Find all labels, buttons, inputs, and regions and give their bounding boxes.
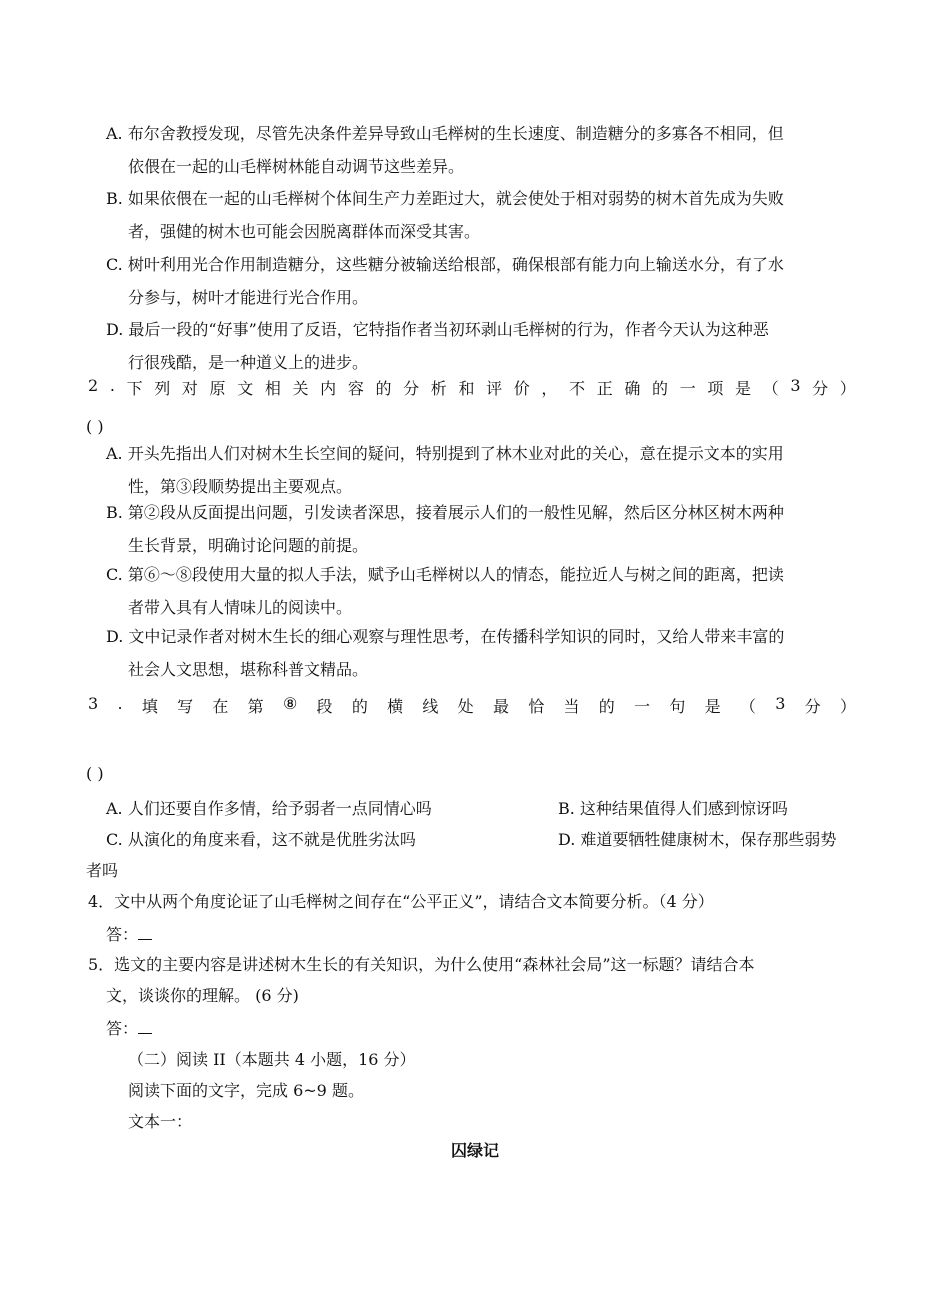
q2-stem-char: 是	[735, 379, 752, 398]
q3-stem-char: 恰	[528, 697, 545, 716]
q2-stem	[88, 376, 856, 399]
q2-option-a	[106, 437, 866, 503]
q3-stem-char: 填	[141, 697, 158, 716]
q1-option-b-line1: B. 如果依偎在一起的山毛榉树个体间生产力差距过大，就会使处于相对弱势的树木首先成为失败	[106, 189, 784, 208]
q2-stem-char: 的	[652, 379, 669, 398]
section-heading: （二）阅读 II（本题共 4 小题，16 分）	[128, 1050, 416, 1069]
q2-stem-char: 不	[569, 379, 586, 398]
q3-stem-char: 段	[316, 697, 333, 716]
q2-option-a-line2: 性，第③段顺势提出主要观点。	[128, 477, 353, 496]
q3-stem-char: 是	[704, 697, 721, 716]
q2-stem-char: 相	[264, 379, 281, 398]
q3-stem-char: 线	[422, 697, 439, 716]
q2-option-c-line1: C. 第⑥～⑧段使用大量的拟人手法，赋予山毛榉树以人的情态，能拉近人与树之间的距离，把读	[106, 565, 784, 584]
q3-answer-paren: ( )	[86, 764, 104, 783]
q2-stem-char: 价	[513, 379, 530, 398]
q5-stem-line1: 5．选文的主要内容是讲述树木生长的有关知识，为什么使用“森林社会局”这一标题？请结合本	[88, 955, 755, 974]
q3-option-c: C. 从演化的角度来看，这不就是优胜劣汰吗	[106, 830, 416, 849]
q3-option-b: B. 这种结果值得人们感到惊讶吗	[558, 799, 788, 818]
q3-stem-char: ⑧	[282, 694, 298, 713]
q3-stem-char: 的	[351, 697, 368, 716]
q3-stem-char: 3	[88, 694, 99, 713]
q2-stem-char: 评	[486, 379, 503, 398]
q2-stem-char: 容	[347, 379, 364, 398]
q5-answer-label: 答：	[106, 1019, 139, 1038]
section-instruction: 阅读下面的文字，完成 6~9 题。	[128, 1081, 364, 1100]
q1-option-d	[106, 313, 866, 379]
q1-option-a	[106, 117, 866, 183]
q2-stem-char: 的	[375, 379, 392, 398]
q2-stem-char: 分	[403, 379, 420, 398]
q1-option-d-line2: 行很残酷，是一种道义上的进步。	[128, 353, 369, 372]
q4-answer-blank[interactable]	[138, 925, 152, 940]
q3-stem-char: 一	[634, 697, 651, 716]
q2-stem-char: 项	[707, 379, 724, 398]
q2-stem-char: 内	[320, 379, 337, 398]
q3-stem-char: 横	[387, 697, 404, 716]
q2-option-d	[106, 620, 866, 686]
q3-stem-char: 句	[669, 697, 686, 716]
text-label: 文本一：	[128, 1112, 193, 1131]
q2-stem-char: 下	[126, 379, 143, 398]
q1-option-b	[106, 182, 866, 248]
q4-stem: 4．文中从两个角度论证了山毛榉树之间存在“公平正义”，请结合文本简要分析。（4 分）	[88, 892, 714, 911]
passage-title: 囚绿记	[450, 1141, 499, 1160]
q4-answer-label: 答：	[106, 925, 139, 944]
q5-answer	[106, 1016, 152, 1039]
q3-stem-char: 写	[177, 697, 194, 716]
q1-option-c	[106, 248, 866, 314]
q2-answer-paren: ( )	[86, 417, 104, 436]
q3-stem-char: 的	[598, 697, 615, 716]
q2-stem-char: 关	[292, 379, 309, 398]
q2-stem-char: .	[109, 376, 115, 395]
q2-stem-char: ，	[541, 379, 558, 398]
q4-answer	[106, 922, 152, 945]
q2-option-d-line2: 社会人文思想，堪称科普文精品。	[128, 660, 369, 679]
q2-stem-char: 2	[88, 376, 99, 395]
q3-stem-char: 处	[457, 697, 474, 716]
q1-option-a-line1: A. 布尔舍教授发现，尽管先决条件差异导致山毛榉树的生长速度、制造糖分的多寡各不相同，但	[106, 124, 784, 143]
q3-option-a: A. 人们还要自作多情，给予弱者一点同情心吗	[106, 799, 432, 818]
q1-option-b-line2: 者，强健的树木也可能会因脱离群体而深受其害。	[128, 222, 481, 241]
q3-stem-char: 当	[563, 697, 580, 716]
q2-stem-char: 分	[812, 379, 829, 398]
q2-stem-char: 对	[181, 379, 198, 398]
q2-stem-char: 原	[209, 379, 226, 398]
q3-option-d-cont: 者吗	[86, 861, 119, 880]
q2-option-c	[106, 558, 866, 624]
q2-stem-char: 确	[624, 379, 641, 398]
q2-stem-char: 析	[430, 379, 447, 398]
q2-option-a-line1: A. 开头先指出人们对树木生长空间的疑问，特别提到了林木业对此的关心，意在提示文本的实用	[106, 444, 784, 463]
q1-option-c-line1: C. 树叶利用光合作用制造糖分，这些糖分被输送给根部，确保根部有能力向上输送水分，有了水	[106, 255, 784, 274]
q2-stem-char: ）	[839, 379, 856, 398]
q3-option-d: D. 难道要牺牲健康树木，保存那些弱势	[558, 830, 837, 849]
q3-stem-char: .	[117, 694, 123, 713]
q2-stem-char: 列	[154, 379, 171, 398]
q3-stem-char: （	[739, 697, 756, 716]
q2-option-b	[106, 496, 866, 562]
q5-stem-line2: 文，谈谈你的理解。 (6 分)	[106, 986, 299, 1005]
q3-stem-char: 最	[492, 697, 509, 716]
q2-option-b-line2: 生长背景，明确讨论问题的前提。	[128, 536, 369, 555]
q2-option-b-line1: B. 第②段从反面提出问题，引发读者深思，接着展示人们的一般性见解，然后区分林区树木两种	[106, 503, 784, 522]
q2-option-c-line2: 者带入具有人情味儿的阅读中。	[128, 598, 353, 617]
q1-option-a-line2: 依偎在一起的山毛榉树林能自动调节这些差异。	[128, 157, 465, 176]
q2-stem-char: 一	[679, 379, 696, 398]
q3-stem-char: 3	[775, 694, 786, 713]
q5-answer-blank[interactable]	[138, 1019, 152, 1034]
q2-stem-char: 文	[237, 379, 254, 398]
q2-stem-char: 和	[458, 379, 475, 398]
q3-stem-char: ）	[839, 697, 856, 716]
q3-stem-char: 在	[212, 697, 229, 716]
q1-option-c-line2: 分参与，树叶才能进行光合作用。	[128, 288, 369, 307]
q3-stem-char: 分	[804, 697, 821, 716]
q1-option-d-line1: D. 最后一段的“好事”使用了反语，它特指作者当初环剥山毛榉树的行为，作者今天认为这种恶	[106, 320, 769, 339]
q2-stem-char: 3	[790, 376, 801, 395]
q3-stem	[88, 694, 856, 717]
q3-stem-char: 第	[247, 697, 264, 716]
q2-stem-char: （	[762, 379, 779, 398]
q2-stem-char: 正	[596, 379, 613, 398]
q2-option-d-line1: D. 文中记录作者对树木生长的细心观察与理性思考，在传播科学知识的同时，又给人带来丰富的	[106, 627, 785, 646]
